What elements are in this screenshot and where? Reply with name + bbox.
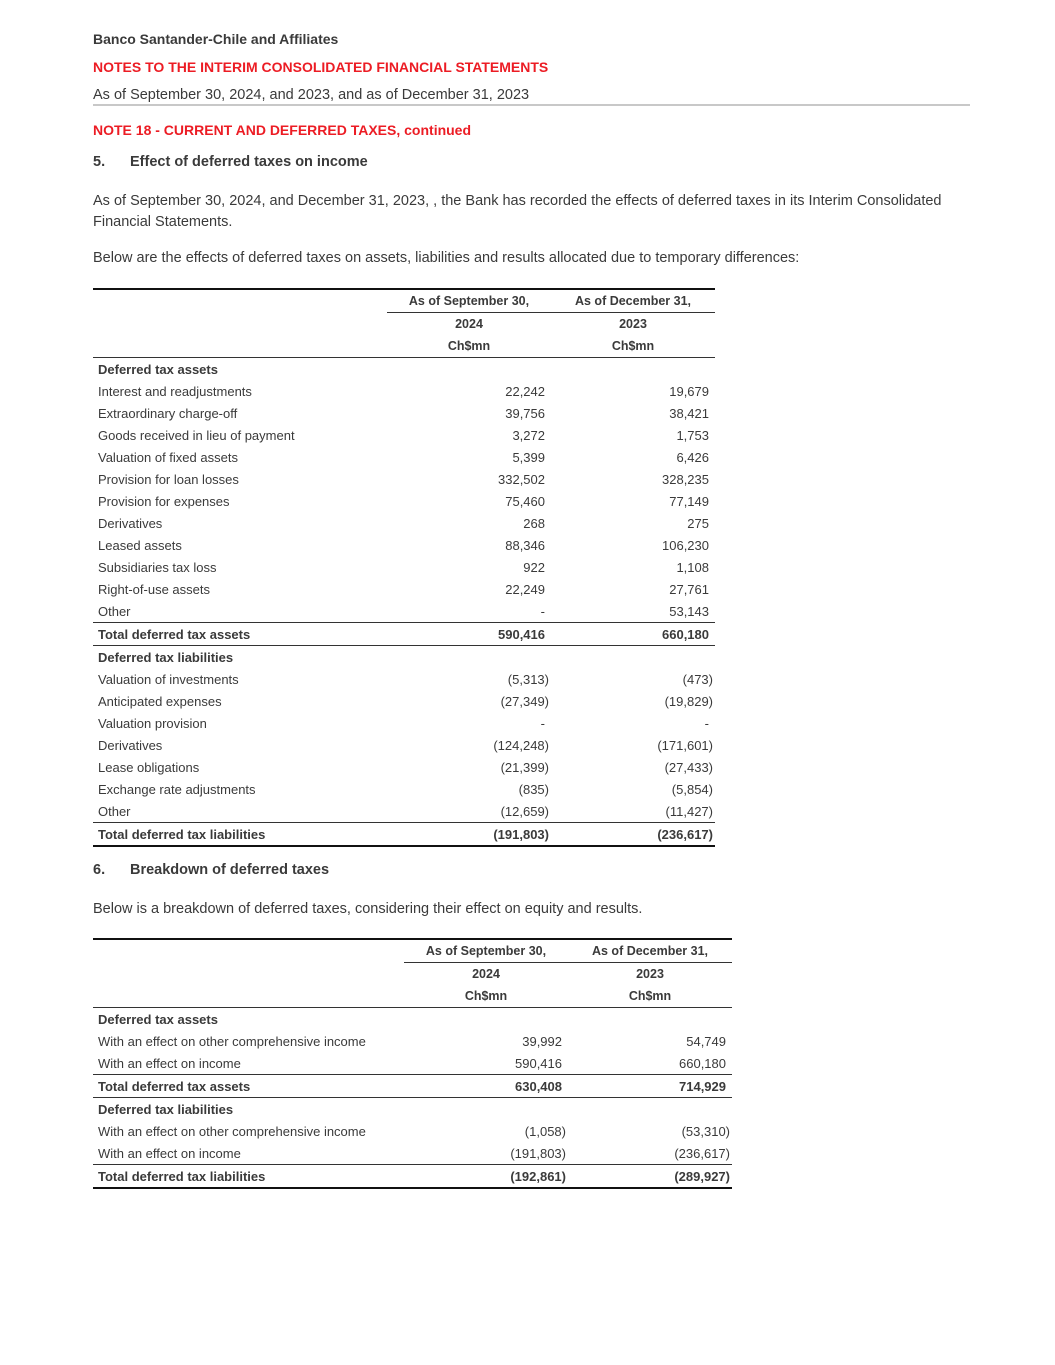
value-col1: 39,756	[505, 405, 545, 421]
row-label: Other	[98, 603, 131, 619]
value-col1: (5,313)	[507, 671, 549, 687]
value-col1: -	[540, 603, 545, 619]
value-col2: (19,829)	[664, 693, 713, 709]
liabilities-subheading: Deferred tax liabilities	[98, 649, 234, 665]
value-col2: 27,761	[669, 581, 709, 597]
header-blank	[93, 963, 404, 986]
assets-subheading: Deferred tax assets	[98, 361, 218, 377]
value-col2: 19,679	[669, 383, 709, 399]
value-col1: 22,249	[505, 581, 545, 597]
table-row	[93, 600, 715, 623]
section-5-paragraph-2: Below are the effects of deferred taxes on assets, liabilities and results allocated due to temporary differences:	[93, 250, 800, 266]
value-col2: (27,433)	[664, 759, 713, 775]
section-6-number: 6.	[93, 862, 106, 878]
table-row	[93, 756, 715, 778]
assets-subheading: Deferred tax assets	[98, 1011, 218, 1027]
header-row	[93, 313, 715, 336]
value-col1: (12,659)	[500, 803, 549, 819]
total-col2: 714,929	[568, 1075, 732, 1098]
row-label: Subsidiaries tax loss	[98, 559, 217, 575]
subheading-row	[93, 1098, 732, 1121]
note-heading: NOTE 18 - CURRENT AND DEFERRED TAXES, continued	[93, 122, 472, 138]
blank-cell	[387, 646, 551, 669]
value-col2: 6,426	[676, 449, 709, 465]
table-row	[93, 1142, 732, 1165]
col2-period: As of December 31,	[551, 289, 715, 313]
notes-title: NOTES TO THE INTERIM CONSOLIDATED FINANCIAL STATEMENTS	[93, 59, 549, 75]
header-blank	[93, 313, 387, 336]
value-col1: (124,248)	[493, 737, 549, 753]
table-row	[93, 402, 715, 424]
blank-cell	[387, 358, 551, 381]
row-label: Provision for expenses	[98, 493, 230, 509]
table-row	[93, 534, 715, 556]
total-row	[93, 1075, 732, 1098]
value-col2: 106,230	[662, 537, 709, 553]
total-col2: 660,180	[551, 623, 715, 646]
value-col1: 22,242	[505, 383, 545, 399]
row-label: With an effect on other comprehensive income	[98, 1123, 366, 1139]
value-col2: (473)	[682, 671, 713, 687]
company-name: Banco Santander-Chile and Affiliates	[93, 31, 339, 47]
row-label: Derivatives	[98, 515, 163, 531]
col1-unit: Ch$mn	[387, 335, 551, 358]
table-row	[93, 446, 715, 468]
total-col2: (289,927)	[568, 1165, 732, 1189]
row-label: Leased assets	[98, 537, 182, 553]
col1-period: As of September 30,	[387, 289, 551, 313]
value-col2: (53,310)	[681, 1123, 730, 1139]
total-col1: (191,803)	[387, 823, 551, 847]
table-row	[93, 690, 715, 712]
col2-year: 2023	[619, 317, 647, 331]
header-row	[93, 939, 732, 963]
row-label: With an effect on other comprehensive income	[98, 1033, 366, 1049]
total-col1: (192,861)	[404, 1165, 568, 1189]
table-row	[93, 778, 715, 800]
row-label: Valuation of investments	[98, 671, 239, 687]
value-col1: 922	[523, 559, 545, 575]
total-row	[93, 1165, 732, 1189]
row-label: Derivatives	[98, 737, 163, 753]
value-col1: 39,992	[522, 1033, 562, 1049]
blank-cell	[551, 358, 715, 381]
row-label: With an effect on income	[98, 1145, 241, 1161]
total-col2: (236,617)	[551, 823, 715, 847]
row-label: Valuation provision	[98, 715, 207, 731]
total-label: Total deferred tax liabilities	[93, 823, 387, 847]
value-col1: 5,399	[512, 449, 545, 465]
header-blank	[93, 289, 387, 313]
value-col2: 38,421	[669, 405, 709, 421]
header-row	[93, 289, 715, 313]
col2-unit: Ch$mn	[568, 985, 732, 1008]
table-row	[93, 712, 715, 734]
table-row	[93, 490, 715, 512]
table-row	[93, 1052, 732, 1075]
total-col1: 630,408	[404, 1075, 568, 1098]
subheading-row	[93, 1008, 732, 1031]
row-label: Valuation of fixed assets	[98, 449, 238, 465]
col2-unit: Ch$mn	[551, 335, 715, 358]
deferred-tax-breakdown-table	[93, 938, 732, 1189]
section-6-title: Breakdown of deferred taxes	[130, 862, 330, 878]
total-label: Total deferred tax liabilities	[93, 1165, 404, 1189]
value-col2: (11,427)	[665, 803, 713, 819]
section-5-number: 5.	[93, 154, 106, 170]
total-col1: 590,416	[387, 623, 551, 646]
subheading-row	[93, 358, 715, 381]
row-label: Exchange rate adjustments	[98, 781, 256, 797]
table-row	[93, 424, 715, 446]
value-col2: 53,143	[669, 603, 709, 619]
blank-cell	[568, 1098, 732, 1121]
blank-cell	[404, 1008, 568, 1031]
total-row	[93, 623, 715, 646]
value-col1: (21,399)	[500, 759, 549, 775]
blank-cell	[551, 646, 715, 669]
total-label: Total deferred tax assets	[93, 1075, 404, 1098]
col1-year: 2024	[472, 967, 500, 981]
section-5-title: Effect of deferred taxes on income	[130, 154, 368, 170]
row-label: Lease obligations	[98, 759, 200, 775]
header-row	[93, 963, 732, 986]
table-row	[93, 468, 715, 490]
value-col1: 332,502	[498, 471, 545, 487]
col2-year: 2023	[636, 967, 664, 981]
table-row	[93, 800, 715, 823]
row-label: Goods received in lieu of payment	[98, 427, 295, 443]
row-label: Provision for loan losses	[98, 471, 239, 487]
value-col1: 268	[523, 515, 545, 531]
col1-year: 2024	[455, 317, 483, 331]
col2-period: As of December 31,	[568, 939, 732, 963]
value-col1: (191,803)	[510, 1145, 566, 1161]
value-col2: (171,601)	[657, 737, 713, 753]
section-5-paragraph-1: As of September 30, 2024, and December 31, 2023, , the Bank has recorded the effects of deferred taxes in its Interim Consolidated Financial Statements.	[93, 193, 942, 230]
table-row	[93, 556, 715, 578]
table-row	[93, 578, 715, 600]
row-label: Interest and readjustments	[98, 383, 252, 399]
blank-cell	[568, 1008, 732, 1031]
row-label: With an effect on income	[98, 1055, 241, 1071]
liabilities-subheading: Deferred tax liabilities	[98, 1101, 234, 1117]
total-label: Total deferred tax assets	[93, 623, 387, 646]
value-col2: 275	[687, 515, 709, 531]
section-6-heading	[93, 862, 329, 878]
report-date: As of September 30, 2024, and 2023, and as of December 31, 2023	[93, 87, 530, 103]
value-col2: (5,854)	[671, 781, 713, 797]
header-blank	[93, 335, 387, 358]
section-5-heading	[93, 154, 368, 170]
value-col2: 328,235	[662, 471, 709, 487]
value-col2: -	[704, 715, 709, 731]
table-row	[93, 734, 715, 756]
value-col1: 75,460	[505, 493, 545, 509]
table-row	[93, 1120, 732, 1142]
row-label: Extraordinary charge-off	[98, 405, 238, 421]
table-row	[93, 668, 715, 690]
value-col1: 3,272	[512, 427, 545, 443]
total-row	[93, 823, 715, 847]
table-row	[93, 512, 715, 534]
value-col1: (1,058)	[524, 1123, 566, 1139]
deferred-tax-effects-table	[93, 288, 715, 847]
value-col2: 1,753	[676, 427, 709, 443]
row-label: Right-of-use assets	[98, 581, 210, 597]
value-col2: 54,749	[686, 1033, 726, 1049]
header-divider	[93, 104, 970, 106]
table-row	[93, 380, 715, 402]
value-col1: 88,346	[505, 537, 545, 553]
subheading-row	[93, 646, 715, 669]
col1-unit: Ch$mn	[404, 985, 568, 1008]
value-col1: -	[540, 715, 545, 731]
header-row	[93, 335, 715, 358]
value-col1: (835)	[518, 781, 549, 797]
value-col2: 660,180	[679, 1055, 726, 1071]
value-col2: 77,149	[669, 493, 709, 509]
section-6-paragraph: Below is a breakdown of deferred taxes, considering their effect on equity and results.	[93, 901, 643, 917]
header-row	[93, 985, 732, 1008]
table-row	[93, 1030, 732, 1052]
col1-period: As of September 30,	[404, 939, 568, 963]
value-col1: 590,416	[515, 1055, 562, 1071]
value-col1: (27,349)	[500, 693, 549, 709]
header-blank	[93, 939, 404, 963]
row-label: Anticipated expenses	[98, 693, 222, 709]
value-col2: (236,617)	[674, 1145, 730, 1161]
value-col2: 1,108	[676, 559, 709, 575]
row-label: Other	[98, 803, 131, 819]
header-blank	[93, 985, 404, 1008]
blank-cell	[404, 1098, 568, 1121]
